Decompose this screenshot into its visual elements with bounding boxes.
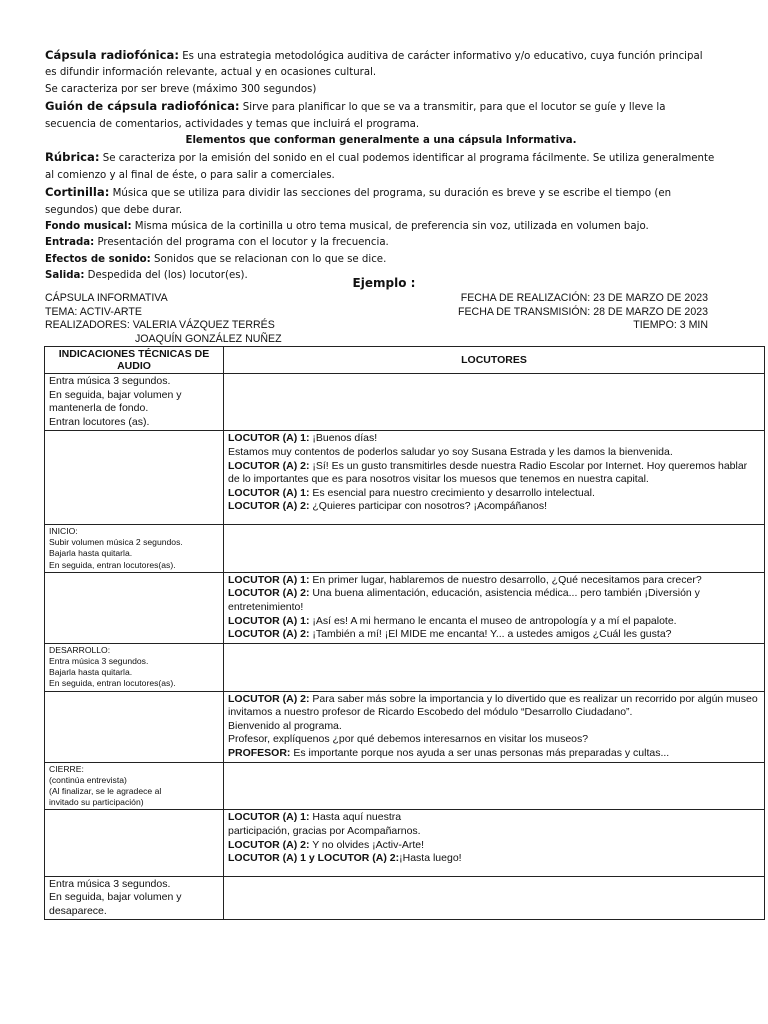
example-title: Ejemplo :: [352, 276, 416, 290]
element-fondo: Fondo musical: Misma música de la cortinilla u otro tema musical, de preferencia sin voz, utilizada en volumen bajo.: [45, 221, 649, 233]
header-locutores: LOCUTORES: [224, 347, 765, 374]
audio-cell-cierre: CIERRE: (continúa entrevista) (Al finalizar, se le agradece al invitado su participación): [45, 762, 224, 810]
script-metadata: [45, 292, 708, 346]
date-made: FECHA DE REALIZACIÓN: 23 DE MARZO DE 2023: [460, 292, 708, 304]
audio-cell-empty: [45, 810, 224, 876]
dialog-cell-empty: [224, 524, 765, 572]
dialog-cell-empty: [224, 876, 765, 920]
audio-cell: Entra música 3 segundos. En seguida, bajar volumen y desaparece.: [45, 876, 224, 920]
term: Cápsula radiofónica:: [45, 48, 179, 62]
element-rubrica: Rúbrica: Se caracteriza por la emisión del sonido en el cual podemos identificar al programa fácilmente. Se utiliza generalmente al comienzo y al final de éste, o para salir a comerciales.: [45, 150, 715, 181]
table-row: [45, 643, 765, 691]
dialog-cell-empty: [224, 374, 765, 431]
table-row: [45, 524, 765, 572]
dialog-cell: LOCUTOR (A) 2: Para saber más sobre la importancia y lo divertido que es realizar un recorrido por algún museo invitamos a nuestro profesor de Ricardo Escobedo del módulo “Desarrollo Ciudadano”. Bienvenido al programa. Profesor, explíquenos ¿por qué debemos interesarnos en visitar los museos? PROFESOR: Es importante porque nos ayuda a ser unas personas más preparadas y cultas...: [224, 691, 765, 762]
element-efectos: Efectos de sonido: Sonidos que se relacionan con lo que se dice.: [45, 253, 387, 265]
table-row: [45, 572, 765, 643]
authors-second: JOAQUÍN GONZÁLEZ NUÑEZ: [135, 332, 282, 345]
table-row: [45, 691, 765, 762]
audio-cell: Entra música 3 segundos. En seguida, bajar volumen y mantenerla de fondo. Entran locutores (as).: [45, 374, 224, 431]
audio-cell-empty: [45, 572, 224, 643]
element-salida: Salida: Despedida del (los) locutor(es).: [45, 270, 248, 282]
audio-cell-inicio: INICIO: Subir volumen música 2 segundos. Bajarla hasta quitarla. En seguida, entran locutores(as).: [45, 524, 224, 572]
dialog-cell: LOCUTOR (A) 1: En primer lugar, hablaremos de nuestro desarrollo, ¿Qué necesitamos para crecer? LOCUTOR (A) 2: Una buena alimentación, educación, asistencia médica... pero también ¡Diversión y entretenimiento! LOCUTOR (A) 1: ¡Así es! A mi hermano le encanta el museo de antropología y a mí el papalote. LOCUTOR (A) 2: ¡También a mí! ¡El MIDE me encanta! Y... a ustedes amigos ¿Cuál les gusta?: [224, 572, 765, 643]
definition-guion: Guión de cápsula radiofónica: Sirve para planificar lo que se va a transmitir, para que el locutor se guíe y lleve la secuencia de comentarios, actividades y temas que incluirá el programa.: [45, 99, 666, 130]
dialog-cell-empty: [224, 762, 765, 810]
element-cortinilla: Cortinilla: Música que se utiliza para dividir las secciones del programa, su duración es breve y se escribe el tiempo (en segundos) que debe durar.: [45, 185, 672, 216]
elements-heading: Elementos que conforman generalmente a una cápsula Informativa.: [185, 135, 577, 147]
element-entrada: Entrada: Presentación del programa con el locutor y la frecuencia.: [45, 237, 389, 249]
header-audio: INDICACIONES TÉCNICAS DE AUDIO: [45, 347, 224, 374]
dialog-cell-empty: [224, 643, 765, 691]
term: Guión de cápsula radiofónica:: [45, 99, 240, 114]
capsule-type: CÁPSULA INFORMATIVA: [45, 292, 168, 304]
definition-note: Se caracteriza por ser breve (máximo 300 segundos): [45, 83, 317, 95]
audio-cell-desarrollo: DESARROLLO: Entra música 3 segundos. Bajarla hasta quitarla. En seguida, entran locutores(as).: [45, 643, 224, 691]
date-broadcast: FECHA DE TRANSMISIÓN: 28 DE MARZO DE 2023: [458, 305, 708, 318]
duration: TIEMPO: 3 MIN: [633, 319, 708, 332]
table-row: [45, 810, 765, 876]
audio-cell-empty: [45, 431, 224, 525]
definitions-section: [45, 47, 717, 285]
table-row: [45, 762, 765, 810]
audio-cell-empty: [45, 691, 224, 762]
table-row: [45, 374, 765, 431]
table-row: [45, 876, 765, 920]
authors: REALIZADORES: VALERIA VÁZQUEZ TERRÉS: [45, 319, 275, 332]
dialog-cell: LOCUTOR (A) 1: ¡Buenos días! Estamos muy contentos de poderlos saludar yo soy Susana Estrada y les damos la bienvenida. LOCUTOR (A) 2: ¡Sí! Es un gusto transmitirles desde nuestra Radio Escolar por Internet. Hoy queremos hablar de lo importantes que es para nosotros visitar los muesos que tenemos en nuestra capital. LOCUTOR (A) 1: Es esencial para nuestro crecimiento y desarrollo intelectual. LOCUTOR (A) 2: ¿Quieres participar con nosotros? ¡Acompáñanos!: [224, 431, 765, 525]
table-row: [45, 431, 765, 525]
topic: TEMA: ACTIV-ARTE: [45, 305, 142, 318]
definition-capsula: Cápsula radiofónica: Es una estrategia metodológica auditiva de carácter informativo y/o educativo, cuya función principal es difundir información relevante, actual y en ocasiones cultural.: [45, 48, 703, 79]
dialog-cell: LOCUTOR (A) 1: Hasta aquí nuestra participación, gracias por Acompañarnos. LOCUTOR (A) 2: Y no olvides ¡Activ-Arte! LOCUTOR (A) 1 y LOCUTOR (A) 2:¡Hasta luego!: [224, 810, 765, 876]
script-table: [44, 346, 765, 920]
table-header-row: [45, 347, 765, 374]
